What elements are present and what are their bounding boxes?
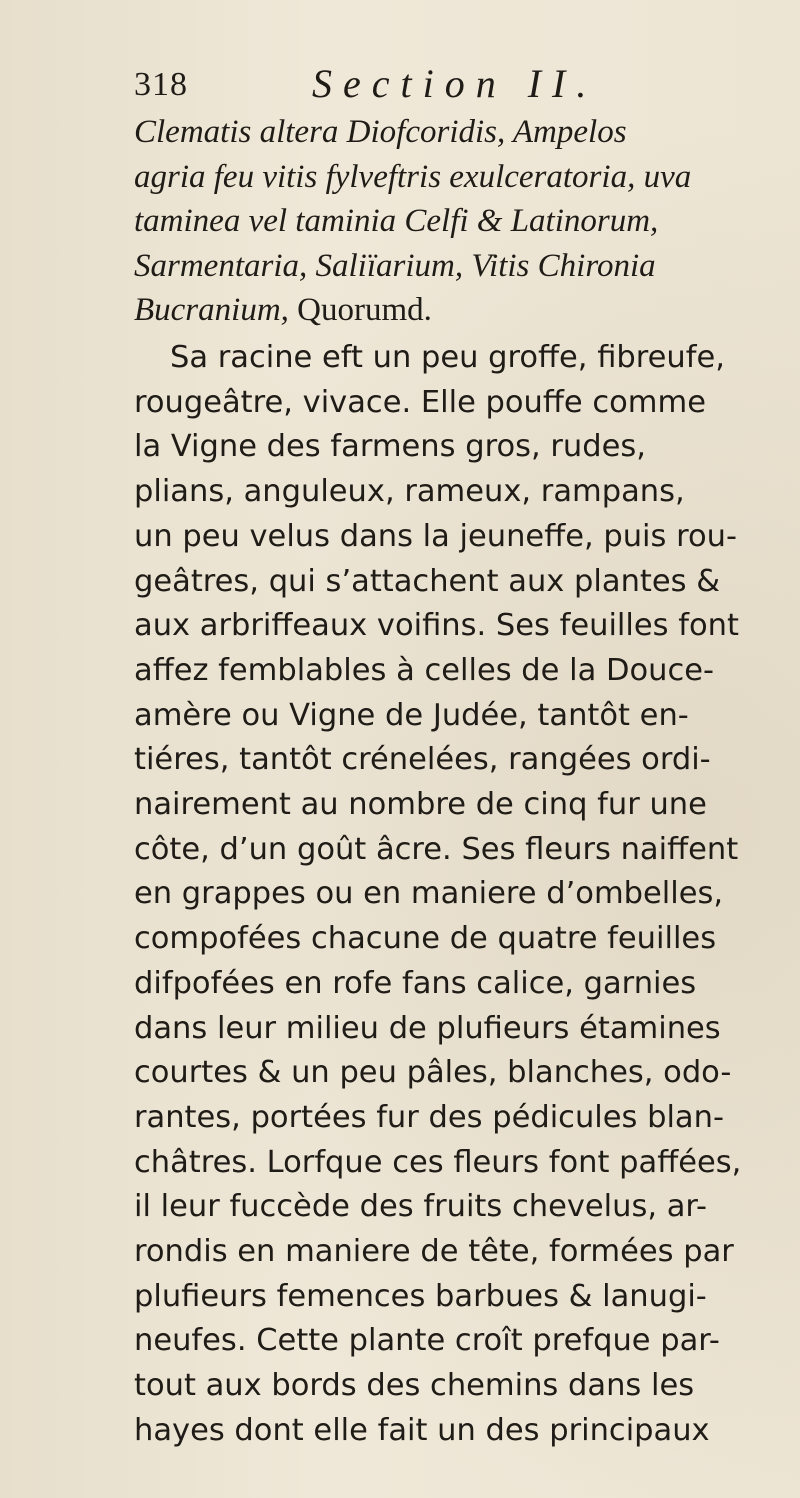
text-line: tout aux bords des chemins dans les — [134, 1368, 695, 1404]
text-line: rondis en maniere de tête, formées par — [134, 1234, 734, 1270]
text-line: nairement au nombre de cinq fur une — [134, 787, 707, 823]
text-line: rantes, portées fur des pédicules blan- — [134, 1099, 724, 1135]
text-line: amère ou Vigne de Judée, tantôt en- — [134, 697, 689, 733]
synonym-line: agria feu vitis fylveftris exulceratoria, uva — [134, 158, 692, 195]
text-line: hayes dont elle fait un des principaux — [134, 1412, 710, 1448]
text-line: courtes & un peu pâles, blanches, odo- — [134, 1055, 732, 1091]
text-line: difpofées en rofe fans calice, garnies — [134, 965, 697, 1001]
synonym-line: taminea vel taminia Celfi & Latinorum, — [134, 203, 659, 239]
latin-synonyms — [134, 110, 774, 333]
text-line: geâtres, qui s’attachent aux plantes & — [134, 563, 720, 599]
text-line: côte, d’un goût âcre. Ses fleurs naiffent — [134, 831, 739, 867]
text-line: tiéres, tantôt crénelées, rangées ordi- — [134, 742, 711, 778]
text-line: compofées chacune de quatre feuilles — [134, 921, 717, 957]
text-line: neufes. Cette plante croît prefque par- — [134, 1323, 720, 1359]
text-line: en grappes ou en maniere d’ombelles, — [134, 876, 724, 912]
text-line: rougeâtre, vivace. Elle pouffe comme — [134, 384, 706, 420]
text-line: châtres. Lorfque ces fleurs font paffées, — [134, 1144, 742, 1180]
text-line: la Vigne des farmens gros, rudes, — [134, 429, 646, 465]
text-line: il leur fuccède des fruits chevelus, ar- — [134, 1189, 708, 1225]
text-line: dans leur milieu de plufieurs étamines — [134, 1010, 721, 1046]
synonym-trailing: Quorumd. — [297, 292, 432, 328]
synonym-line: Clematis altera Diofcoridis, Ampelos — [134, 114, 627, 150]
text-line: plufieurs femences barbues & lanugi- — [134, 1278, 707, 1314]
text-line: un peu velus dans la jeuneffe, puis rou- — [134, 518, 737, 554]
text-line: plians, anguleux, rameux, rampans, — [134, 474, 685, 510]
text-line: affez femblables à celles de la Douce- — [134, 652, 715, 688]
running-head: Section II. — [312, 61, 598, 106]
page-header — [134, 60, 754, 110]
synonym-text: Bucranium, — [134, 292, 289, 328]
synonym-line: Sarmentaria, Saliïarium, Vitis Chironia — [134, 247, 656, 284]
synonym-line-last — [134, 288, 774, 333]
page-number: 318 — [134, 66, 188, 103]
text-line: aux arbriffeaux voifins. Ses feuilles font — [134, 608, 739, 644]
text-line: Sa racine eft un peu groffe, fibreufe, — [170, 340, 725, 375]
description-paragraph — [134, 336, 774, 1454]
